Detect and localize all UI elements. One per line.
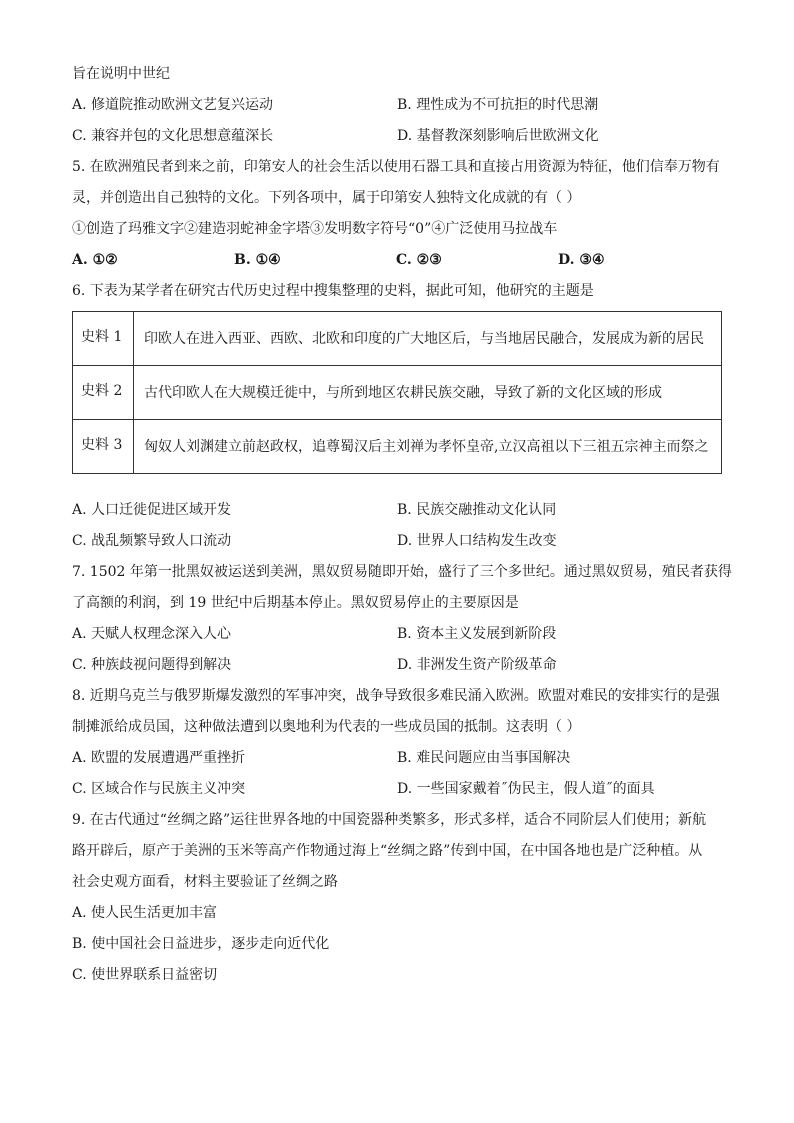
q6-option-b: B. 民族交融推动文化认同 <box>397 502 557 518</box>
q9-option-a: A. 使人民生活更加丰富 <box>72 905 218 921</box>
q7-options-row-1 <box>72 624 722 644</box>
q8-option-d: D. 一些国家戴着˝伪民主，假人道˝的面具 <box>397 781 655 797</box>
q9-option-b: B. 使中国社会日益进步，逐步走向近代化 <box>72 936 330 952</box>
q4-option-d: D. 基督教深刻影响后世欧洲文化 <box>397 128 599 144</box>
q6-options-row-1 <box>72 500 722 520</box>
q6-options-row-2 <box>72 531 722 551</box>
source-label: 史料 3 <box>73 420 134 474</box>
source-text: 匈奴人刘渊建立前赵政权，追尊蜀汉后主刘禅为孝怀皇帝,立汉高祖以下三祖五宗神主而祭之 <box>134 420 722 474</box>
q9-stem-line-3: 社会史观方面看，材料主要验证了丝绸之路 <box>72 874 338 890</box>
q6-option-d: D. 世界人口结构发生改变 <box>397 533 557 549</box>
source-text: 印欧人在进入西亚、西欧、北欧和印度的广大地区后，与当地居民融合，发展成为新的居民 <box>134 312 722 366</box>
q5-options <box>72 250 722 270</box>
table-row <box>73 366 722 420</box>
q4-option-b: B. 理性成为不可抗拒的时代思潮 <box>397 97 599 113</box>
q9-option-c: C. 使世界联系日益密切 <box>72 967 218 983</box>
q5-items: ①创造了玛雅文字②建造羽蛇神金字塔③发明数字符号“0”④广泛使用马拉战车 <box>72 221 558 237</box>
q6-option-c: C. 战乱频繁导致人口流动 <box>72 533 232 549</box>
q5-option-a: A. ①② <box>72 252 118 268</box>
q5-option-b: B. ①④ <box>234 252 281 268</box>
q7-option-a: A. 天赋人权理念深入人心 <box>72 626 232 642</box>
q4-stem-tail: 旨在说明中世纪 <box>72 66 170 82</box>
q7-option-c: C. 种族歧视问题得到解决 <box>72 657 232 673</box>
q8-options-row-1 <box>72 748 722 768</box>
q7-stem-line-1: 7. 1502 年第一批黑奴被运送到美洲，黑奴贸易随即开始，盛行了三个多世纪。通过黑奴贸易，殖民者获得 <box>72 564 732 580</box>
q8-option-a: A. 欧盟的发展遭遇严重挫折 <box>72 750 246 766</box>
q8-option-c: C. 区域合作与民族主义冲突 <box>72 781 246 797</box>
q5-stem-line-2: 灵，并创造出自己独特的文化。下列各项中，属于印第安人独特文化成就的有（ ） <box>72 190 581 206</box>
exam-page <box>72 64 732 985</box>
q5-option-d: D. ③④ <box>558 252 605 268</box>
q8-stem-line-2: 制摊派给成员国，这种做法遭到以奥地利为代表的一些成员国的抵制。这表明（ ） <box>72 719 581 735</box>
q7-option-b: B. 资本主义发展到新阶段 <box>397 626 557 642</box>
q7-option-d: D. 非洲发生资产阶级革命 <box>397 657 557 673</box>
q6-source-table <box>72 311 722 474</box>
source-label: 史料 2 <box>73 366 134 420</box>
q5-stem-line-1: 5. 在欧洲殖民者到来之前，印第安人的社会生活以使用石器工具和直接占用资源为特征，他们信奉万物有 <box>72 159 720 175</box>
q4-options-row-1 <box>72 95 722 115</box>
q6-option-a: A. 人口迁徙促进区域开发 <box>72 502 232 518</box>
q6-stem: 6. 下表为某学者在研究古代历史过程中搜集整理的史料，据此可知，他研究的主题是 <box>72 283 594 299</box>
q7-options-row-2 <box>72 655 722 675</box>
q8-stem-line-1: 8. 近期乌克兰与俄罗斯爆发激烈的军事冲突，战争导致很多难民涌入欧洲。欧盟对难民的安排实行的是强 <box>72 688 720 704</box>
q7-stem-line-2: 了高额的利润，到 19 世纪中后期基本停止。黑奴贸易停止的主要原因是 <box>72 595 519 611</box>
q4-option-a: A. 修道院推动欧洲文艺复兴运动 <box>72 97 274 113</box>
q9-stem-line-1: 9. 在古代通过“丝绸之路”运往世界各地的中国瓷器种类繁多，形式多样，适合不同阶层人们使用；新航 <box>72 812 707 828</box>
table-row <box>73 420 722 474</box>
source-label: 史料 1 <box>73 312 134 366</box>
q8-options-row-2 <box>72 779 722 799</box>
q5-option-c: C. ②③ <box>396 252 442 268</box>
q4-options-row-2 <box>72 126 722 146</box>
q4-option-c: C. 兼容并包的文化思想意蕴深长 <box>72 128 274 144</box>
source-text: 古代印欧人在大规模迁徙中，与所到地区农耕民族交融，导致了新的文化区域的形成 <box>134 366 722 420</box>
q8-option-b: B. 难民问题应由当事国解决 <box>397 750 571 766</box>
q9-stem-line-2: 路开辟后，原产于美洲的玉米等高产作物通过海上“丝绸之路”传到中国，在中国各地也是广泛种植。从 <box>72 843 703 859</box>
table-row <box>73 312 722 366</box>
